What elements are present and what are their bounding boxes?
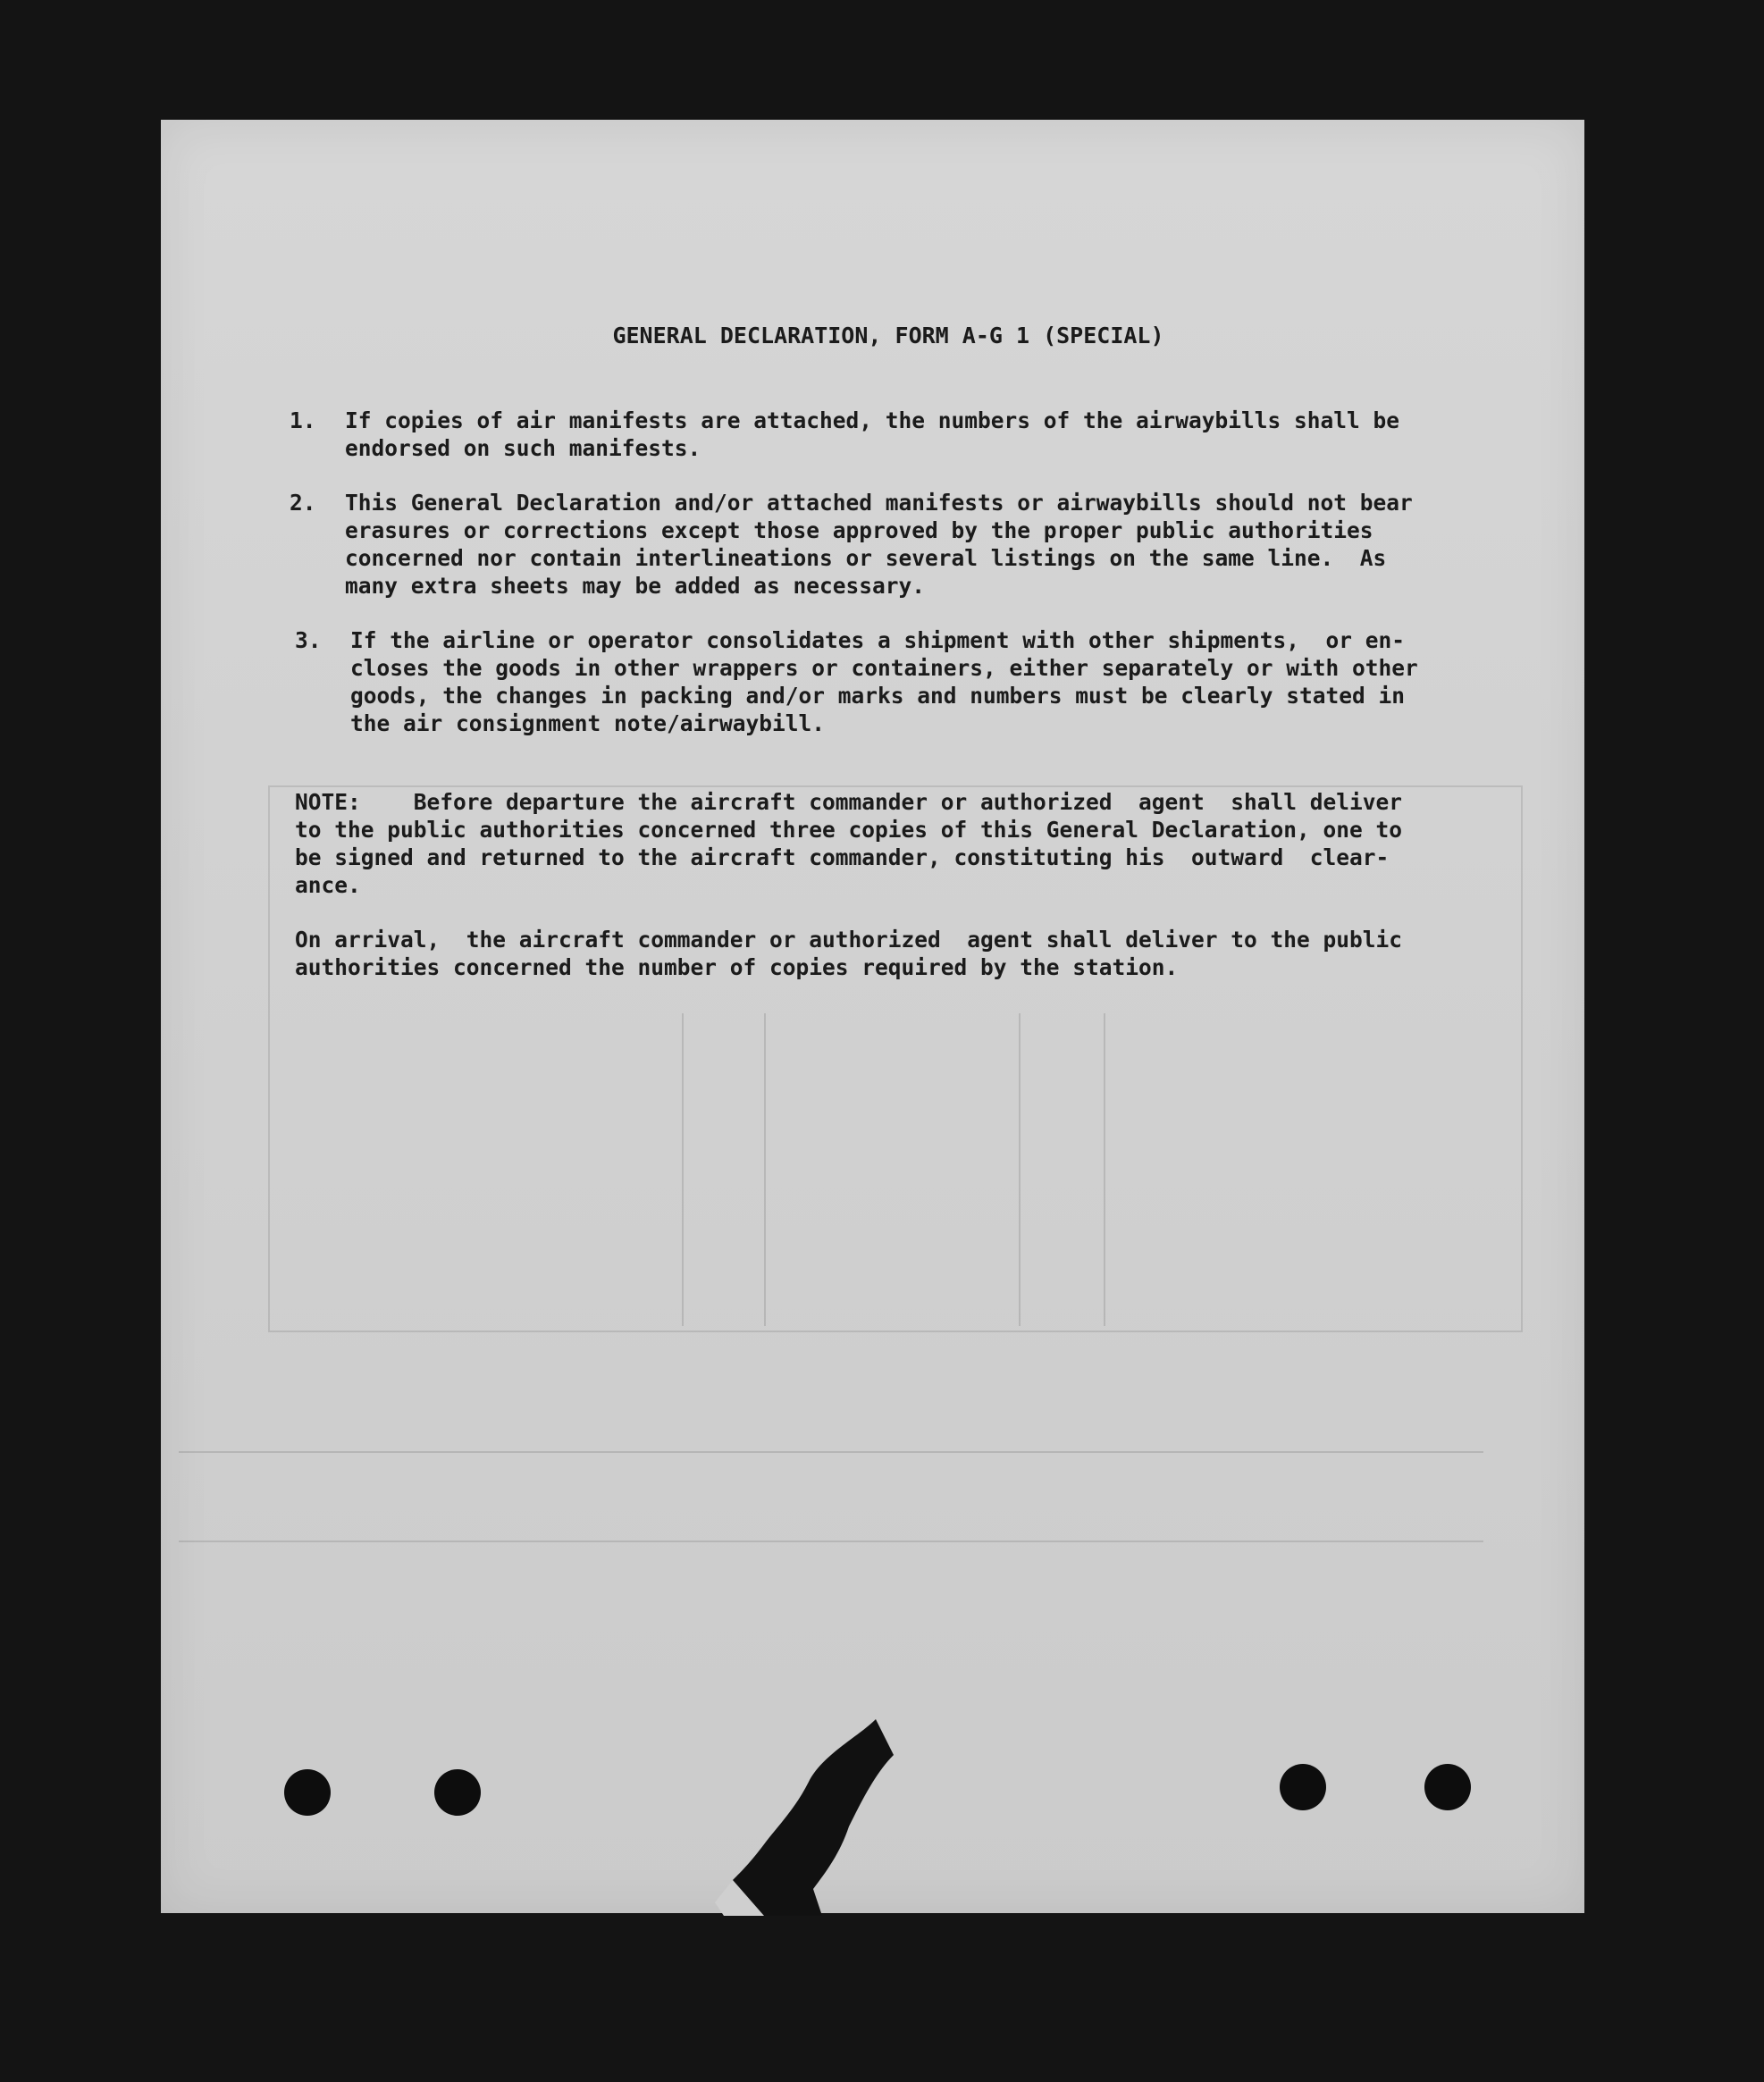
note-line: be signed and returned to the aircraft commander, constituting his outward clear-	[295, 844, 1390, 870]
bleed-through-divider	[1019, 1013, 1021, 1326]
item-line: closes the goods in other wrappers or containers, either separately or with other	[350, 655, 1418, 681]
item-line: concerned nor contain interlineations or several listings on the same line. As	[345, 545, 1387, 571]
punch-hole	[284, 1769, 331, 1816]
bleed-through-divider	[764, 1013, 766, 1326]
item-line: erasures or corrections except those approved by the proper public authorities	[345, 517, 1373, 543]
document-title: GENERAL DECLARATION, FORM A-G 1 (SPECIAL)	[612, 323, 1164, 348]
punch-hole	[434, 1769, 481, 1816]
item-text	[350, 626, 1476, 737]
item-text	[345, 489, 1471, 600]
document-page	[161, 120, 1584, 1913]
arrival-line: authorities concerned the number of copies required by the station.	[295, 954, 1179, 980]
item-number: 3.	[295, 627, 322, 653]
bleed-through-rule	[179, 1451, 1483, 1453]
item-line: the air consignment note/airwaybill.	[350, 710, 826, 736]
arrival-line: On arrival, the aircraft commander or authorized agent shall deliver to the public	[295, 927, 1403, 953]
item-number: 2.	[290, 490, 316, 516]
item-line: goods, the changes in packing and/or marks and numbers must be clearly stated in	[350, 683, 1406, 709]
punch-hole	[1280, 1764, 1326, 1810]
note-line: NOTE: Before departure the aircraft commander or authorized agent shall deliver	[295, 789, 1403, 815]
item-line: If copies of air manifests are attached, the numbers of the airwaybills shall be	[345, 407, 1400, 433]
torn-edge-graphic	[608, 1719, 947, 1916]
item-line: If the airline or operator consolidates a shipment with other shipments, or en-	[350, 627, 1406, 653]
punch-hole	[1424, 1764, 1471, 1810]
note-paragraph	[295, 788, 1402, 899]
note-line: ance.	[295, 872, 361, 898]
item-text	[345, 407, 1471, 462]
bleed-through-rule	[179, 1541, 1483, 1542]
arrival-paragraph	[295, 926, 1402, 981]
item-line: many extra sheets may be added as necessary.	[345, 573, 926, 599]
note-line: to the public authorities concerned three copies of this General Declaration, one to	[295, 817, 1403, 843]
bleed-through-divider	[1104, 1013, 1105, 1326]
item-line: This General Declaration and/or attached manifests or airwaybills should not bear	[345, 490, 1413, 516]
bleed-through-divider	[682, 1013, 684, 1326]
item-number: 1.	[290, 407, 316, 433]
item-line: endorsed on such manifests.	[345, 435, 701, 461]
